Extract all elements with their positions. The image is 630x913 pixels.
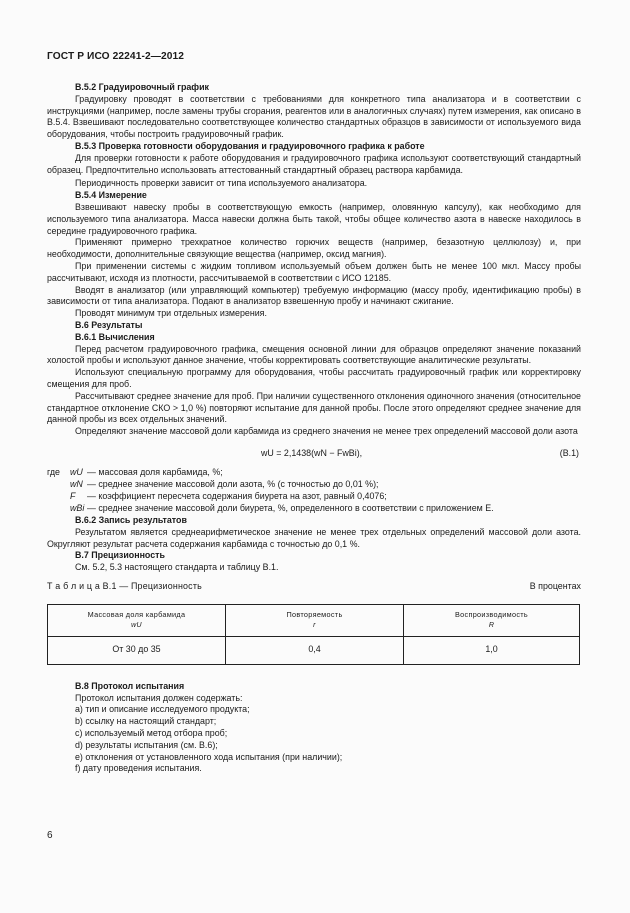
definition-row [47,479,581,491]
paragraph: Вводят в анализатор (или управляющий компьютер) требуемую информацию (массу пробу, идентификацию пробы) в зависимости от типа анализатора. Подают в анализатор взвешенную пробу и начинают сжигание. [47,284,581,307]
section-b52-title: B.5.2 Градуировочный график [75,82,209,92]
section-b61-title: B.6.1 Вычисления [75,331,155,342]
section-b6-title: B.6 Результаты [75,319,143,330]
column-header-label: Повторяемость [286,609,343,619]
table-cell: От 30 до 35 [48,636,226,664]
paragraph: Перед расчетом градуировочного графика, смещения основной линии для образцов определяют значение показаний холостой пробы и используют данное значение, чтобы корректировать соответствующие аналитические результаты. [47,343,581,366]
paragraph: Используют специальную программу для оборудования, чтобы рассчитать градуировочный график или корректировку смещения для проб. [47,367,581,389]
formula-b1 [47,442,581,464]
section-b7-title: B.7 Прецизионность [75,550,165,561]
formula-definitions [47,467,581,515]
column-header [48,604,226,636]
definition-symbol: F [70,490,76,501]
column-header-symbol: wU [131,621,142,629]
definition-text: — среднее значение массовой доли азота, % (с точностью до 0,01 %); [87,478,379,489]
definition-symbol: wU [70,466,83,477]
table-row [48,636,580,664]
section-b62-title: B.6.2 Запись результатов [75,514,187,525]
paragraph: Для проверки готовности к работе оборудования и градуировочного графика используют соответствующий стандартный образец. Предпочтительно использовать аттестованный стандартный образец раствора карбамида. [47,152,581,175]
paragraph: Протокол испытания должен содержать: [75,692,243,703]
paragraph: Результатом является среднеарифметическое значение не менее трех отдельных определений массовой доли азота. Округляют результат расчета содержания карбамида с точностью до 0,1 %. [47,526,581,549]
paragraph: Применяют примерно трехкратное количество горючих веществ (например, безазотную целлюлозу) и, при необходимости, дополнительные связующие вещества (например, оксид магния). [47,237,581,260]
paragraph: При применении системы с жидким топливом используемый объем должен быть не менее 100 мкл. Массу пробы рассчитывают, исходя из плотности, рассчитываемой в соответствии с ИСО 12185. [47,260,581,283]
definition-symbol: wN [70,478,83,489]
definition-row [47,467,581,479]
definition-row [47,491,581,503]
formula-number: (B.1) [559,447,579,458]
column-header-label: Массовая доля карбамида [87,609,186,619]
column-header [226,604,404,636]
section-b53-title: B.5.3 Проверка готовности оборудования и градуировочного графика к работе [75,140,425,151]
table-cell: 0,4 [226,636,404,664]
list-item: f) дату проведения испытания. [75,763,202,774]
list-item: d) результаты испытания (см. В.6); [75,739,218,750]
page-number: 6 [47,830,53,841]
table-caption-row [47,581,581,595]
table-cell: 1,0 [404,636,580,664]
paragraph: Взвешивают навеску пробы в соответствующую емкость (например, оловянную капсулу), как необходимо для используемого типа анализатора. Масса навески должна быть такой, чтобы общее количество азота в навеске находилось в середине градуировочного графика. [47,201,581,236]
list-item: c) используемый метод отбора проб; [75,728,228,739]
precision-table [47,604,580,665]
document-body [47,82,581,775]
column-header-symbol: R [488,621,495,629]
definition-text: — среднее значение массовой доли биурета, %, определенного в соответствии с приложением Е. [87,502,494,513]
list-item: b) ссылку на настоящий стандарт; [75,716,217,727]
column-header-symbol: r [313,621,316,629]
section-b8-title: B.8 Протокол испытания [75,680,185,691]
column-header-label: Воспроизводимость [454,609,529,619]
paragraph: Определяют значение массовой доли карбамида из среднего значения не менее трех определений массовой доли азота [75,426,578,437]
paragraph: Градуировку проводят в соответствии с требованиями для конкретного типа анализатора и в соответствии с инструкциями (например, после замены трубы сгорания, реагентов или в аналогичных случаях) путем измерения, как описано в В.5.4. Взвешивают последовательно соответствующее количество стандартных образцов в зависимости от используемого вида оборудования, чтобы построить градуировочный график. [47,93,581,140]
list-item: a) тип и описание исследуемого продукта; [75,704,250,715]
definition-row [47,503,581,515]
section-b54-title: B.5.4 Измерение [75,190,147,201]
definition-text: — коэффициент пересчета содержания биурета на азот, равный 0,4076; [87,490,387,501]
column-header [404,604,580,636]
list-item: e) отклонения от установленного хода испытания (при наличии); [75,751,343,762]
where-label: где [47,466,60,477]
section-b8 [47,681,581,775]
definition-text: — массовая доля карбамида, %; [87,466,223,477]
definition-symbol: wBi [70,502,85,513]
paragraph: См. 5.2, 5.3 настоящего стандарта и таблицу B.1. [75,562,279,573]
document-header: ГОСТ Р ИСО 22241-2—2012 [47,51,185,62]
table-units: В процентах [529,580,581,591]
paragraph: Проводят минимум три отдельных измерения. [75,308,267,319]
paragraph: Рассчитывают среднее значение для проб. При наличии существенного отклонения одиночного значения (относительное стандартное отклонение СКО > 1,0 %) повторяют испытание для данной пробы. После этого определяют среднее значение для данной пробы из всех отдельных значений. [47,390,581,425]
paragraph: Периодичность проверки зависит от типа используемого анализатора. [75,178,368,189]
formula-expression: wU = 2,1438(wN − FwBi), [261,447,363,458]
table-caption: Т а б л и ц а B.1 — Прецизионность [47,580,202,591]
table-header-row [48,604,580,636]
